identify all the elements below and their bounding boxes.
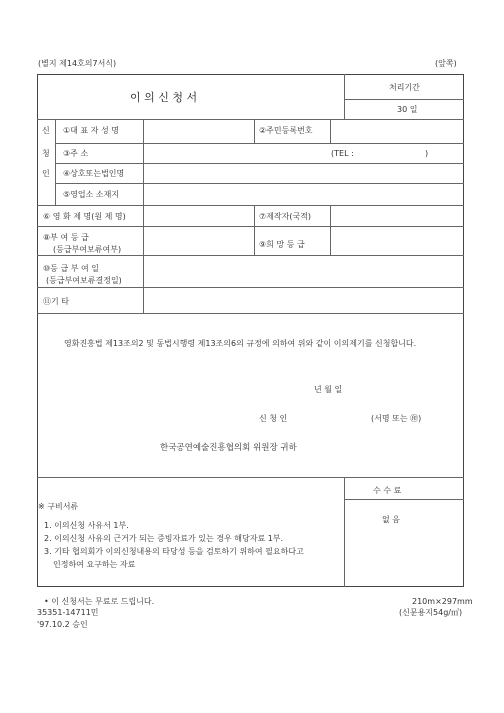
row-divider <box>37 313 464 314</box>
desired-rating-label: ⑨희 망 등 급 <box>259 240 305 249</box>
statement-text: 영화진흥법 제13조의2 및 동법시행령 제13조의6의 규정에 의하여 위와 같이 이의제기를 신청합니다. <box>64 339 417 348</box>
col-divider <box>330 205 331 255</box>
applicant-signature-label: 신 청 인 <box>259 414 288 423</box>
processing-period-value: 30 일 <box>397 105 418 114</box>
applicant-char: 청 <box>42 149 50 158</box>
office-location-label: ⑤영업소 소재지 <box>63 190 120 199</box>
tel-label: (TEL : <box>331 149 354 158</box>
document-item-cont: 인정하여 요구하는 자료 <box>53 560 136 569</box>
rating-date-sub: (등급부여보류결정일) <box>46 276 122 285</box>
row-divider <box>37 477 464 478</box>
document-item: 3. 기타 협의회가 이의신청내용의 타당성 등을 검토하기 위하여 필요하다고 <box>44 547 304 556</box>
col-divider <box>143 119 144 313</box>
applicant-char: 신 <box>42 126 50 135</box>
statement-date: 년 월 일 <box>314 385 343 394</box>
tel-close: ) <box>425 149 429 158</box>
row-divider <box>55 143 464 144</box>
rep-name-label: ①대 표 자 성 명 <box>63 126 119 135</box>
granted-rating-label: ⑧부 여 등 급 <box>43 233 89 242</box>
addressee: 한국공연예술진흥협의회 위원장 귀하 <box>160 443 297 453</box>
col-divider <box>344 74 345 119</box>
producer-label: ⑦제작자(국적) <box>259 212 312 221</box>
paper-type: (신문용지54g/㎡) <box>399 608 463 617</box>
rating-date-label: ⑩등 급 부 여 일 <box>43 264 99 273</box>
film-title-label: ⑥ 영 화 제 명(원 제 명) <box>43 212 126 221</box>
fee-label: 수 수 료 <box>373 486 402 495</box>
col-divider <box>55 119 56 205</box>
resident-id-label: ②주민등록번호 <box>259 126 313 135</box>
application-form <box>37 74 464 587</box>
row-divider <box>344 499 464 500</box>
granted-rating-sub: (등급부여보류여부) <box>53 245 122 254</box>
form-code: 35351-14711민 <box>37 608 99 617</box>
row-divider <box>55 163 464 164</box>
documents-heading: ※ 구비서류 <box>38 502 79 511</box>
col-divider <box>254 119 255 143</box>
other-label: ⑪기 타 <box>43 297 69 306</box>
document-item: 1. 이의신청 사유서 1부. <box>44 521 129 530</box>
row-divider <box>37 205 464 206</box>
approval-date: '97.10.2 승인 <box>37 620 88 629</box>
paper-size: 210m×297mm <box>412 597 473 606</box>
side-label: (앞쪽) <box>435 59 457 68</box>
col-divider <box>254 205 255 255</box>
signature-seal-label: (서명 또는 ㊞) <box>371 414 422 423</box>
row-divider <box>37 226 464 227</box>
row-divider <box>37 287 464 288</box>
row-divider <box>37 255 464 256</box>
processing-period-label: 처리기간 <box>389 83 420 92</box>
row-divider <box>37 119 464 120</box>
applicant-char: 인 <box>42 169 50 178</box>
free-note: • 이 신청서는 무료로 드립니다. <box>44 597 155 606</box>
form-title: 이 의 신 청 서 <box>130 91 198 104</box>
col-divider <box>330 119 331 143</box>
address-label: ③주 소 <box>63 149 89 158</box>
document-item: 2. 이의신청 사유의 근거가 되는 증빙자료가 있는 경우 해당자료 1부. <box>44 534 284 543</box>
col-divider <box>344 477 345 587</box>
fee-value: 없 음 <box>382 515 400 524</box>
row-divider <box>55 183 464 184</box>
company-name-label: ④상호또는법인명 <box>63 169 125 178</box>
row-divider <box>344 99 464 100</box>
form-number: (별지 제14호의7서식) <box>38 59 117 68</box>
